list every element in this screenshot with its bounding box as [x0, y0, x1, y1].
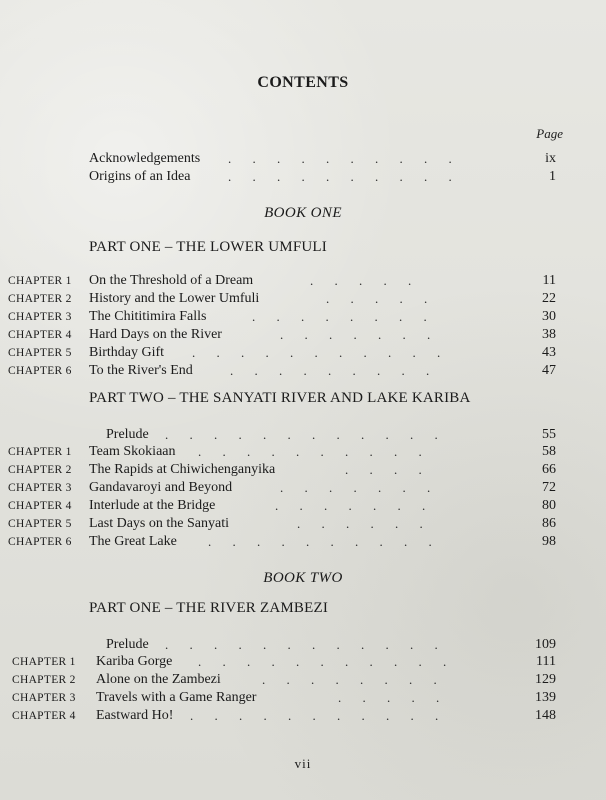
toc-entry-title: The Chititimira Falls: [89, 309, 207, 324]
toc-entry-page: 47: [542, 363, 556, 378]
chapter-label: CHAPTER 2: [8, 464, 72, 476]
page-title: CONTENTS: [257, 74, 349, 91]
toc-entry-page: 11: [542, 273, 556, 288]
part-title: PART ONE – THE RIVER ZAMBEZI: [89, 600, 329, 616]
toc-entry-title: Alone on the Zambezi: [96, 672, 221, 687]
toc-entry-page: 80: [542, 498, 556, 513]
toc-entry-dots: . . . . . . . . .: [230, 363, 439, 378]
toc-entry-dots: . . . . . . . .: [252, 309, 436, 324]
toc-entry-dots: . . . . .: [338, 690, 449, 705]
toc-entry-title: Hard Days on the River: [89, 327, 222, 342]
toc-entry-title: Kariba Gorge: [96, 654, 173, 669]
chapter-label: CHAPTER 1: [8, 446, 72, 458]
part-title: PART TWO – THE SANYATI RIVER AND LAKE KARIBA: [89, 390, 471, 406]
toc-entry-dots: . . . . .: [326, 291, 437, 306]
toc-entry-page: 1: [549, 169, 556, 184]
toc-entry-dots: . . . . . . .: [280, 480, 440, 495]
toc-entry-page: 58: [542, 444, 556, 459]
toc-entry-page: 72: [542, 480, 556, 495]
toc-entry-dots: . . . . . . . . . .: [228, 151, 461, 166]
toc-entry-title: Prelude: [106, 427, 149, 442]
toc-entry-title: On the Threshold of a Dream: [89, 273, 254, 288]
toc-entry-title: The Rapids at Chiwichenganyika: [89, 462, 276, 477]
chapter-label: CHAPTER 2: [12, 674, 76, 686]
toc-entry-dots: . . . . . . . . . .: [228, 169, 461, 184]
toc-entry-title: Prelude: [106, 637, 149, 652]
toc-entry-page: 86: [542, 516, 556, 531]
toc-entry-title: Team Skokiaan: [89, 444, 176, 459]
toc-entry-page: ix: [545, 151, 556, 166]
part-title: PART ONE – THE LOWER UMFULI: [89, 239, 327, 255]
toc-entry-page: 22: [542, 291, 556, 306]
toc-entry-dots: . . . . . . . . . . . .: [165, 427, 447, 442]
chapter-label: CHAPTER 4: [8, 329, 72, 341]
toc-entry-dots: . . . . . . .: [280, 327, 440, 342]
toc-entry-dots: . . . . . . . . . . . .: [165, 637, 447, 652]
toc-entry-dots: . . . . . . . .: [262, 672, 446, 687]
toc-entry-page: 30: [542, 309, 556, 324]
toc-entry-page: 55: [542, 427, 556, 442]
chapter-label: CHAPTER 1: [12, 656, 76, 668]
toc-entry-dots: . . . .: [345, 462, 431, 477]
toc-entry-page: 38: [542, 327, 556, 342]
chapter-label: CHAPTER 3: [8, 482, 72, 494]
toc-entry-title: To the River's End: [89, 363, 193, 378]
book-title: BOOK ONE: [264, 205, 342, 221]
toc-entry-title: The Great Lake: [89, 534, 177, 549]
toc-entry-title: Last Days on the Sanyati: [89, 516, 229, 531]
toc-entry-page: 43: [542, 345, 556, 360]
toc-entry-page: 148: [535, 708, 556, 723]
chapter-label: CHAPTER 3: [8, 311, 72, 323]
toc-entry-dots: . . . . . .: [297, 516, 432, 531]
chapter-label: CHAPTER 1: [8, 275, 72, 287]
toc-entry-page: 66: [542, 462, 556, 477]
toc-entry-dots: . . . . . . . . . .: [208, 534, 441, 549]
toc-entry-title: History and the Lower Umfuli: [89, 291, 260, 306]
toc-entry-page: 129: [535, 672, 556, 687]
toc-entry-dots: . . . . . . . . . . .: [198, 654, 456, 669]
chapter-label: CHAPTER 4: [12, 710, 76, 722]
toc-entry-page: 139: [535, 690, 556, 705]
toc-entry-page: 111: [536, 654, 556, 669]
chapter-label: CHAPTER 6: [8, 365, 72, 377]
toc-entry-title: Birthday Gift: [89, 345, 165, 360]
book-title: BOOK TWO: [263, 570, 343, 586]
page-number: vii: [294, 756, 312, 771]
toc-entry-dots: . . . . . . .: [275, 498, 435, 513]
toc-entry-title: Eastward Ho!: [96, 708, 174, 723]
toc-entry-page: 98: [542, 534, 556, 549]
toc-entry-title: Interlude at the Bridge: [89, 498, 216, 513]
toc-entry-title: Travels with a Game Ranger: [96, 690, 257, 705]
chapter-label: CHAPTER 6: [8, 536, 72, 548]
chapter-label: CHAPTER 2: [8, 293, 72, 305]
toc-entry-dots: . . . . . . . . . . .: [192, 345, 450, 360]
toc-entry-dots: . . . . .: [310, 273, 421, 288]
toc-entry-dots: . . . . . . . . . . .: [190, 708, 448, 723]
toc-entry-title: Origins of an Idea: [89, 169, 191, 184]
toc-entry-title: Acknowledgements: [89, 151, 201, 166]
chapter-label: CHAPTER 3: [12, 692, 76, 704]
page-column-header: Page: [536, 126, 563, 141]
chapter-label: CHAPTER 5: [8, 518, 72, 530]
toc-entry-dots: . . . . . . . . . .: [198, 444, 431, 459]
toc-entry-title: Gandavaroyi and Beyond: [89, 480, 233, 495]
chapter-label: CHAPTER 4: [8, 500, 72, 512]
toc-entry-page: 109: [535, 637, 556, 652]
chapter-label: CHAPTER 5: [8, 347, 72, 359]
